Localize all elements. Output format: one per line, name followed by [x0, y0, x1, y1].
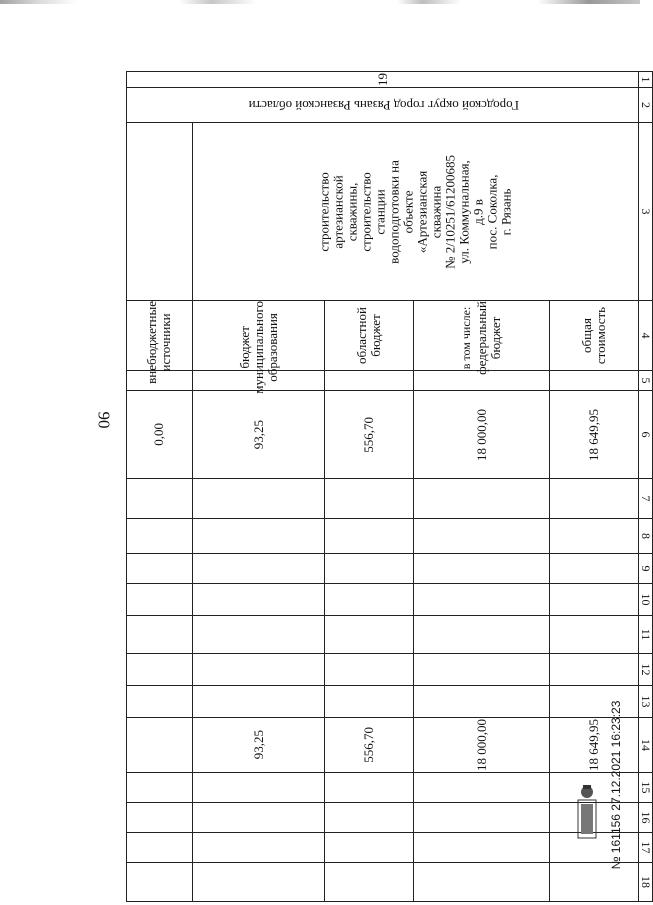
- col-number-1: 1: [639, 72, 653, 88]
- budget-table: [126, 71, 653, 902]
- empty-cell: [414, 519, 549, 554]
- empty-cell: [414, 479, 549, 519]
- col-number-9: 9: [639, 554, 653, 584]
- col-number-3: 3: [639, 123, 653, 301]
- empty-cell: [127, 123, 193, 301]
- empty-cell: [549, 863, 638, 902]
- empty-cell: [325, 519, 414, 554]
- empty-cell: [127, 554, 193, 584]
- empty-cell: [127, 863, 193, 902]
- empty-cell: [192, 803, 324, 833]
- empty-cell: [325, 584, 414, 616]
- empty-cell: [127, 616, 193, 654]
- page-number: 90: [94, 411, 113, 429]
- empty-cell: [549, 554, 638, 584]
- empty-cell: [192, 773, 324, 803]
- empty-cell: [549, 584, 638, 616]
- empty-cell: [127, 773, 193, 803]
- empty-cell: [414, 686, 549, 718]
- col-number-8: 8: [639, 519, 653, 554]
- empty-cell: [325, 863, 414, 902]
- registration-stamp: № 161156 27.12.2021 16:23:23: [609, 700, 623, 870]
- col-number-14: 14: [639, 718, 653, 773]
- empty-cell: [325, 371, 414, 391]
- row-label-total: общая стоимость: [549, 301, 638, 371]
- empty-cell: [325, 686, 414, 718]
- col-number-10: 10: [639, 584, 653, 616]
- empty-cell: [549, 479, 638, 519]
- row-label-extrabudgetary: внебюджетные источники: [127, 301, 193, 371]
- region-cell: Городской округ город Рязань Рязанской области: [127, 88, 639, 123]
- empty-cell: [325, 833, 414, 863]
- empty-cell: [127, 519, 193, 554]
- empty-cell: [414, 833, 549, 863]
- empty-cell: [192, 584, 324, 616]
- row-label-municipal: бюджет муниципального образования: [192, 301, 324, 371]
- empty-cell: [127, 654, 193, 686]
- empty-cell: [192, 479, 324, 519]
- row-number-cell: 19: [127, 72, 639, 88]
- empty-cell: [192, 833, 324, 863]
- object-description: строительство артезианской скважины, строительство станции водоподготовки на объекте «Артезианская скважина № 2/10251/61200685 ул. Коммунальная, д.9 в пос. Соколка, г. Рязань: [316, 154, 514, 269]
- object-description-cell: [192, 123, 638, 301]
- empty-cell: [549, 519, 638, 554]
- value-municipal-col14: 93,25: [192, 718, 324, 773]
- value-regional-col6: 556,70: [325, 391, 414, 479]
- empty-cell: [192, 686, 324, 718]
- col-number-17: 17: [639, 833, 653, 863]
- empty-cell: [192, 519, 324, 554]
- empty-cell: [127, 584, 193, 616]
- empty-cell: [192, 616, 324, 654]
- empty-cell: [325, 803, 414, 833]
- empty-cell: [414, 616, 549, 654]
- empty-cell: [127, 686, 193, 718]
- empty-cell: [192, 554, 324, 584]
- empty-cell: [414, 863, 549, 902]
- row-label-federal: в том числе: федеральный бюджет: [414, 301, 549, 371]
- value-extrabudgetary-col6: 0,00: [127, 391, 193, 479]
- scan-edge: [0, 0, 640, 4]
- empty-cell: [127, 803, 193, 833]
- empty-cell: [414, 773, 549, 803]
- empty-cell: [325, 773, 414, 803]
- empty-cell: [325, 554, 414, 584]
- empty-cell: [414, 803, 549, 833]
- value-total-col14: 18 649,95: [549, 718, 638, 773]
- col-number-5: 5: [639, 371, 653, 391]
- empty-cell: [192, 654, 324, 686]
- empty-cell: [325, 616, 414, 654]
- col-number-18: 18: [639, 863, 653, 902]
- empty-cell: [325, 654, 414, 686]
- col-number-2: 2: [639, 88, 653, 123]
- col-number-4: 4: [639, 301, 653, 371]
- empty-cell: [549, 654, 638, 686]
- value-regional-col14: 556,70: [325, 718, 414, 773]
- col-number-13: 13: [639, 686, 653, 718]
- col-number-16: 16: [639, 803, 653, 833]
- empty-cell: [192, 863, 324, 902]
- value-federal-col6: 18 000,00: [414, 391, 549, 479]
- empty-cell: [414, 654, 549, 686]
- budget-table-rotated: [126, 71, 653, 888]
- including-label: в том числе:: [459, 306, 474, 370]
- empty-cell: [127, 479, 193, 519]
- column-number-row: [639, 72, 653, 902]
- empty-cell: [414, 584, 549, 616]
- row-label-regional: областной бюджет: [325, 301, 414, 371]
- coat-of-arms-icon: [575, 782, 599, 840]
- empty-cell: [414, 554, 549, 584]
- col-number-6: 6: [639, 391, 653, 479]
- empty-cell: [325, 479, 414, 519]
- col-number-12: 12: [639, 654, 653, 686]
- col-number-7: 7: [639, 479, 653, 519]
- empty-cell: [127, 833, 193, 863]
- col-number-11: 11: [639, 616, 653, 654]
- empty-cell: [549, 616, 638, 654]
- table-row: [127, 72, 193, 902]
- value-total-col6: 18 649,95: [549, 391, 638, 479]
- empty-cell: [549, 686, 638, 718]
- value-extrabudgetary-col14: [127, 718, 193, 773]
- col-number-15: 15: [639, 773, 653, 803]
- empty-cell: [549, 371, 638, 391]
- value-municipal-col6: 93,25: [192, 391, 324, 479]
- value-federal-col14: 18 000,00: [414, 718, 549, 773]
